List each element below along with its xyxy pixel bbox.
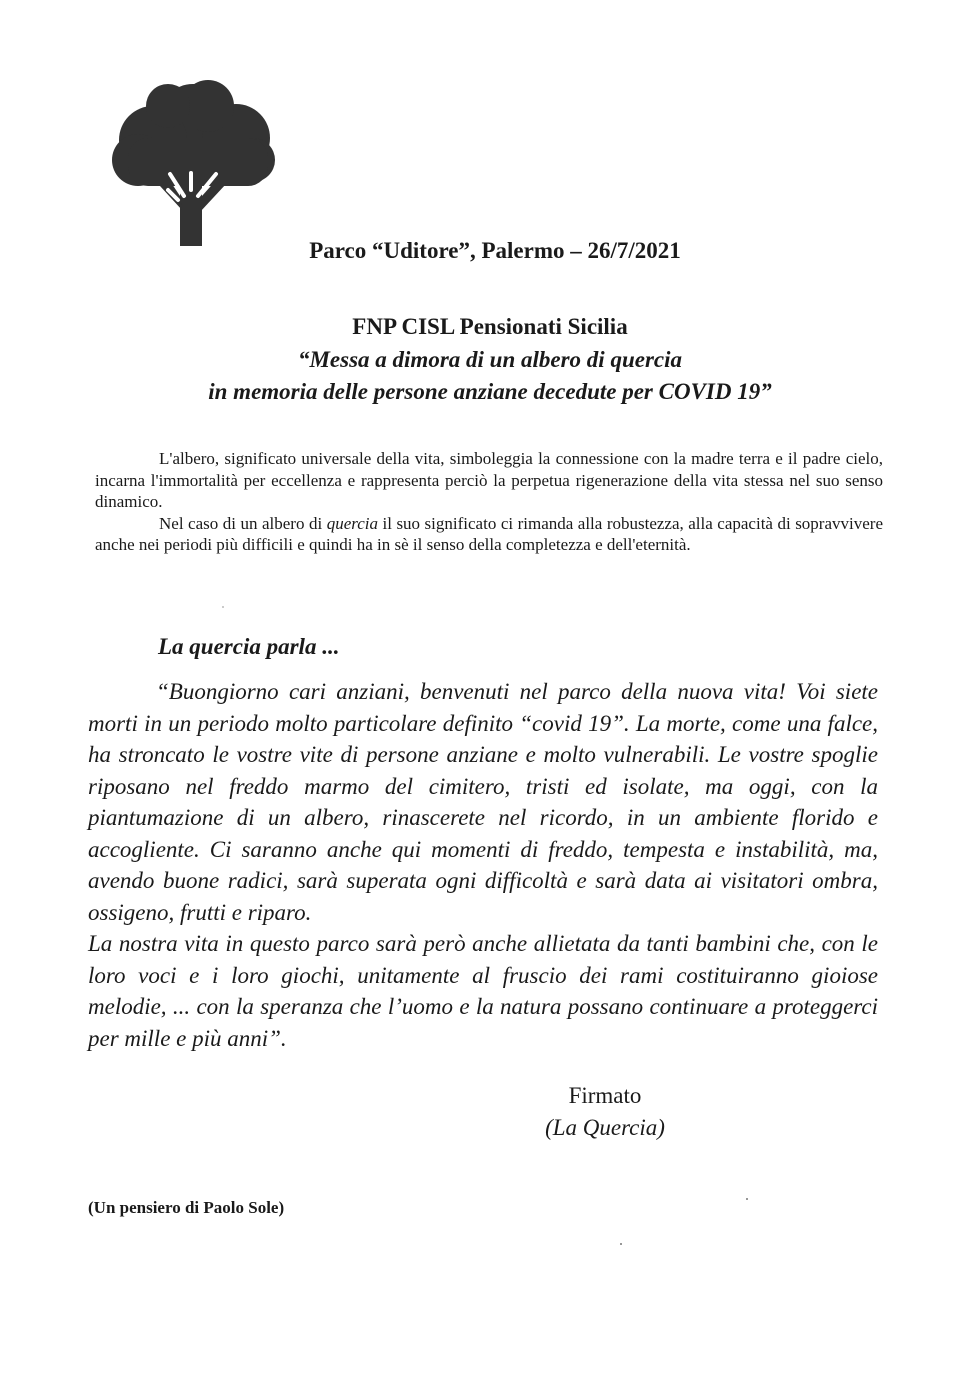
intro-p2-end: il suo significato ci rimanda alla robustezza, alla capacità di sopravvivere anche nei periodi più difficili e quindi ha in sè il senso della completezza e dell'eternità. (95, 513, 883, 554)
scan-speck (620, 1243, 622, 1245)
speech-paragraph-1: “Buongiorno cari anziani, benvenuti nel parco della nuova vita! Voi siete morti in un periodo molto particolare definito “covid 19”. La morte, come una falce, ha stroncato le vostre vite di persone anziane e molto vulnerabili. Le vostre spoglie riposano nel freddo marmo del cimitero, tristi ed isolate, ma oggi, con la piantumazione di un albero, rinascerete nel ricordo, in un ambiente florido e accogliente. Ci saranno anche qui momenti di freddo, tempesta e instabilità, ma, avendo buone radici, sarà superata ogni difficoltà e sarà data ai visitatori ombra, ossigeno, frutti e riparo. (88, 679, 878, 925)
organization-heading: FNP CISL Pensionati Sicilia (352, 314, 628, 339)
subtitle-line-2: in memoria delle persone anziane decedute per COVID 19” (208, 379, 772, 404)
speech-paragraph-2: La nostra vita in questo parco sarà però anche allietata da tanti bambini che, con le loro voci e i loro giochi, unitamente al fruscio dei rami costituiranno gioiose melodie, ... con la speranza che l’uomo e la natura possano continuare a proteggerci per mille e più anni”. (88, 931, 878, 1051)
signature-label: Firmato (568, 1083, 642, 1108)
intro-p2-emphasis: quercia (326, 513, 378, 533)
oak-speech (88, 676, 878, 1054)
date-location-heading: Parco “Uditore”, Palermo – 26/7/2021 (309, 238, 681, 263)
intro-paragraph-2 (95, 513, 883, 556)
intro-paragraph-1: L'albero, significato universale della vita, simboleggia la connessione con la madre terra e il padre cielo, incarna l'immortalità per eccellenza e rappresenta perciò la perpetua rigenerazione della vita stessa nel suo senso dinamico. (95, 449, 883, 511)
scan-speck (746, 1198, 748, 1200)
scan-speck (222, 606, 224, 608)
event-subtitle (0, 344, 980, 408)
intro-text (95, 448, 883, 556)
signature-name: (La Quercia) (545, 1115, 665, 1140)
intro-p2-start: Nel caso di un albero di (159, 513, 327, 533)
oak-speaks-heading: La quercia parla ... (158, 634, 340, 659)
author-credit: (Un pensiero di Paolo Sole) (88, 1198, 285, 1217)
signature-block (520, 1080, 690, 1144)
tree-icon (108, 78, 278, 248)
subtitle-line-1: “Messa a dimora di un albero di quercia (297, 347, 682, 372)
